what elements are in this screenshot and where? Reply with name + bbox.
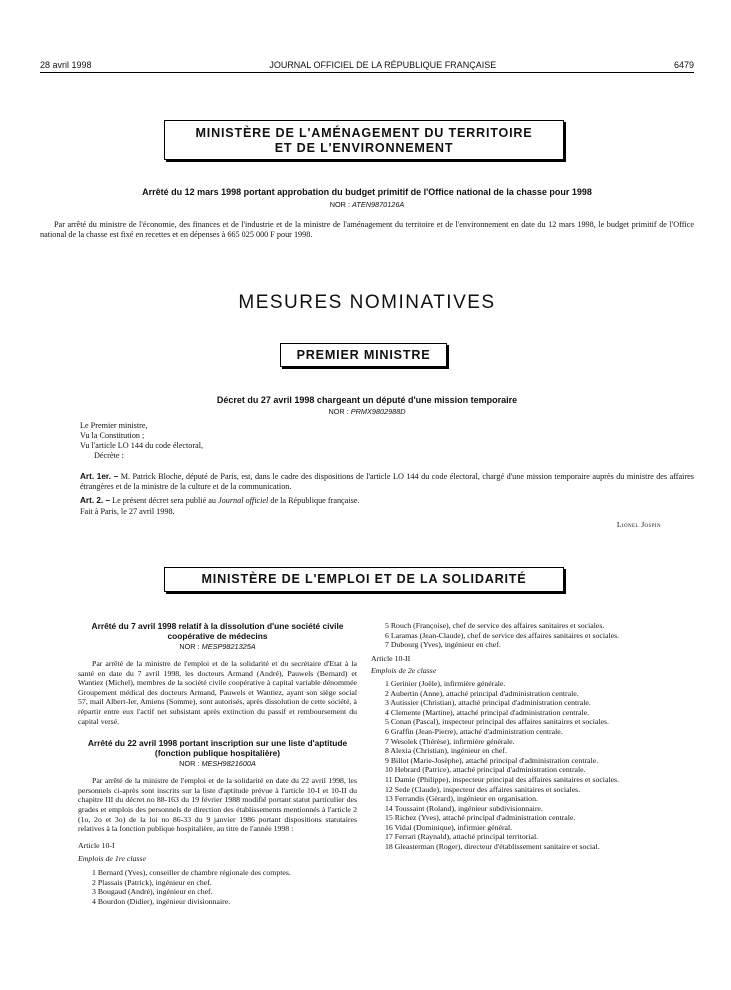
list-item: 17 Ferrari (Raynald), attaché principal territorial. bbox=[385, 832, 539, 842]
list-item: 7 Dubourg (Yves), ingénieur en chef. bbox=[385, 640, 501, 650]
nor-decret bbox=[40, 407, 694, 416]
list-item: 3 Bougaud (André), ingénieur en chef. bbox=[92, 887, 213, 897]
preamble-line: Vu la Constitution ; bbox=[80, 430, 145, 440]
ministry-box-emploi bbox=[164, 567, 564, 592]
page-header bbox=[40, 60, 694, 70]
right-column bbox=[371, 621, 655, 852]
list-item: 6 Laramas (Jean-Claude), chef de service des affaires sanitaires et sociales. bbox=[385, 630, 620, 640]
list-item: 11 Damie (Philippe), inspecteur principal des affaires sanitaires et sociales. bbox=[385, 774, 620, 784]
list-item: 6 Graffin (Jean-Pierre), attaché d'administration centrale. bbox=[385, 726, 563, 736]
nor-aptitude bbox=[78, 759, 357, 768]
emplois-1re-classe-heading: Emplois de 1re classe bbox=[78, 854, 146, 864]
nor-code: MESP9821325A bbox=[201, 642, 256, 651]
nor-label: NOR : bbox=[179, 759, 200, 769]
list-item: 12 Sede (Claude), inspecteur des affaires sanitaires et sociales. bbox=[385, 784, 581, 794]
list-item: 9 Billot (Marie-Josèphe), attaché principal d'administration centrale. bbox=[385, 755, 599, 765]
list-item: 2 Plassais (Patrick), ingénieur en chef. bbox=[92, 877, 212, 887]
list-item: 7 Wesolek (Thérèse), infirmière générale. bbox=[385, 736, 515, 746]
arrete-body-aptitude: Par arrêté de la ministre de l'emploi et de la solidarité en date du 22 avril 1998, les personnels ci-après sont inscrits sur la liste d'aptitude prévue à l'article 10-I et 10-II du chapitre III du décret no 88-163 du 19 février 1988 modifié portant statut particulier des grades et emplois des personnels de direction des établissements mentionnés à l'article 2 (1o, 2o et 3o) de la loi no 86-33 du 9 janvier 1986 portant dispositions statutaires relatives à la fonction publique hospitalière, au titre de l'année 1998 : bbox=[78, 776, 357, 834]
ministry-name: MINISTÈRE DE L'EMPLOI ET DE LA SOLIDARITÉ bbox=[201, 572, 527, 586]
list-item: 13 Ferrandis (Gérard), ingénieur en organisation. bbox=[385, 794, 538, 804]
arrete-body-chasse: Par arrêté du ministre de l'économie, des finances et de l'industrie et de la ministre de l'aménagement du territoire et de l'environnement en date du 12 mars 1998, le budget primitif de l'Office national de la chasse est fixé en recettes et en dépenses à 665 025 000 F pour 1998. bbox=[40, 220, 694, 239]
decret-article-2 bbox=[80, 496, 694, 506]
list-item: 10 Hebrard (Patrice), attaché principal d'administration centrale. bbox=[385, 765, 586, 775]
list-2e-classe bbox=[371, 679, 655, 852]
article-text: M. Patrick Bloche, député de Paris, est, dans le cadre des dispositions de l'article LO 144 du code électoral, chargé d'une mission temporaire auprès du ministre des affaires étrangères et de la ministre de la culture et de la communication. bbox=[80, 472, 694, 491]
arrete-title-dissolution: Arrêté du 7 avril 1998 relatif à la dissolution d'une société civile coopérative de médecins bbox=[91, 621, 344, 641]
list-item: 15 Richez (Yves), attaché principal d'administration centrale. bbox=[385, 813, 576, 823]
arrete-body-dissolution: Par arrêté de la ministre de l'emploi et de la solidarité et du secrétaire d'Etat à la santé en date du 7 avril 1998, les docteurs Armand (André), Pauwels (Bernard) et Wantiez (Michel), membres de la société civile coopérative à capital variable dénommée Groupement médical des docteurs Armand, Pauwels et Wantiez, ayant son siège social 57, mail Albert-Ier, Amiens (Somme), sont autorisés, après dissolution de cette société, à répartir entre eux l'actif net subsistant après extinction du passif et remboursement du capital versé. bbox=[78, 659, 357, 726]
preamble-line: Décrète : bbox=[94, 450, 124, 460]
list-1re-classe bbox=[78, 868, 357, 906]
ministry-box-amenagement bbox=[164, 120, 564, 160]
nor-dissolution bbox=[78, 642, 357, 651]
header-page-number: 6479 bbox=[673, 60, 694, 70]
decret-article-1 bbox=[80, 472, 694, 492]
preamble-line: Le Premier ministre, bbox=[80, 421, 148, 430]
ministry-box-premier-ministre bbox=[280, 343, 447, 367]
left-column bbox=[78, 621, 357, 906]
nor-code: ATEN9870126A bbox=[352, 200, 405, 209]
nor-code: MESH9821600A bbox=[201, 759, 256, 769]
nor-code: PRMX9802988D bbox=[350, 407, 406, 416]
preamble-line: Vu l'article LO 144 du code électoral, bbox=[80, 440, 204, 450]
header-journal: JOURNAL OFFICIEL DE LA RÉPUBLIQUE FRANÇAISE bbox=[269, 60, 497, 70]
list-item: 4 Clemente (Martine), attaché principal d'administration centrale. bbox=[385, 707, 590, 717]
list-1re-classe-continued bbox=[371, 621, 655, 650]
article-label: Art. 2. – bbox=[80, 496, 111, 505]
journal-officiel-italic: Journal officiel bbox=[218, 496, 269, 505]
mesures-nominatives-heading: MESURES NOMINATIVES bbox=[238, 292, 496, 313]
ministry-name: PREMIER MINISTRE bbox=[296, 348, 431, 362]
article-text: de la République française. bbox=[270, 496, 360, 505]
nor-label: NOR : bbox=[179, 642, 200, 651]
article-label: Art. 1er. – bbox=[80, 472, 119, 481]
signature: Lionel Jospin bbox=[616, 520, 661, 529]
list-item: 1 Bernard (Yves), conseiller de chambre régionale des comptes. bbox=[92, 867, 291, 877]
list-item: 8 Alexia (Christian), ingénieur en chef. bbox=[385, 746, 507, 756]
decret-preamble bbox=[80, 421, 694, 461]
article-10-1-heading: Article 10-I bbox=[78, 840, 115, 850]
article-10-2-heading: Article 10-II bbox=[371, 653, 411, 663]
list-item: 3 Autissier (Christian), attaché principal d'administration centrale. bbox=[385, 698, 591, 708]
list-item: 5 Conan (Pascal), inspecteur principal des affaires sanitaires et sociales. bbox=[385, 717, 609, 727]
arrete-title-chasse: Arrêté du 12 mars 1998 portant approbation du budget primitif de l'Office national de la chasse pour 1998 bbox=[142, 187, 592, 197]
fait-a-paris: Fait à Paris, le 27 avril 1998. bbox=[80, 507, 175, 516]
article-text: Le présent décret sera publié au bbox=[112, 496, 216, 505]
header-date: 28 avril 1998 bbox=[40, 60, 92, 70]
arrete-title-aptitude: Arrêté du 22 avril 1998 portant inscription sur une liste d'aptitude (fonction publique hospitalière) bbox=[87, 738, 348, 759]
list-item: 16 Vidal (Dominique), infirmier général. bbox=[385, 822, 513, 832]
nor-label: NOR : bbox=[328, 407, 349, 416]
ministry-line-2: ET DE L'ENVIRONNEMENT bbox=[274, 141, 454, 155]
decret-title: Décret du 27 avril 1998 chargeant un député d'une mission temporaire bbox=[216, 395, 518, 405]
emplois-2e-classe-heading: Emplois de 2e classe bbox=[371, 666, 437, 676]
list-item: 18 Gleasterman (Roger), directeur d'établissement sanitaire et social. bbox=[385, 842, 600, 852]
list-item: 5 Rouch (Françoise), chef de service des affaires sanitaires et sociales. bbox=[385, 621, 605, 630]
list-item: 14 Toussaint (Roland), ingénieur subdivisionnaire. bbox=[385, 803, 543, 813]
list-item: 4 Bourdon (Didier), ingénieur divisionnaire. bbox=[92, 896, 231, 906]
nor-chasse bbox=[40, 200, 694, 209]
ministry-line-1: MINISTÈRE DE L'AMÉNAGEMENT DU TERRITOIRE bbox=[195, 126, 533, 140]
list-item: 2 Aubertin (Anne), attaché principal d'administration centrale. bbox=[385, 688, 579, 698]
nor-label: NOR : bbox=[329, 200, 351, 209]
header-rule bbox=[40, 72, 694, 73]
list-item: 1 Gerinier (Joële), infirmière générale. bbox=[385, 678, 506, 688]
